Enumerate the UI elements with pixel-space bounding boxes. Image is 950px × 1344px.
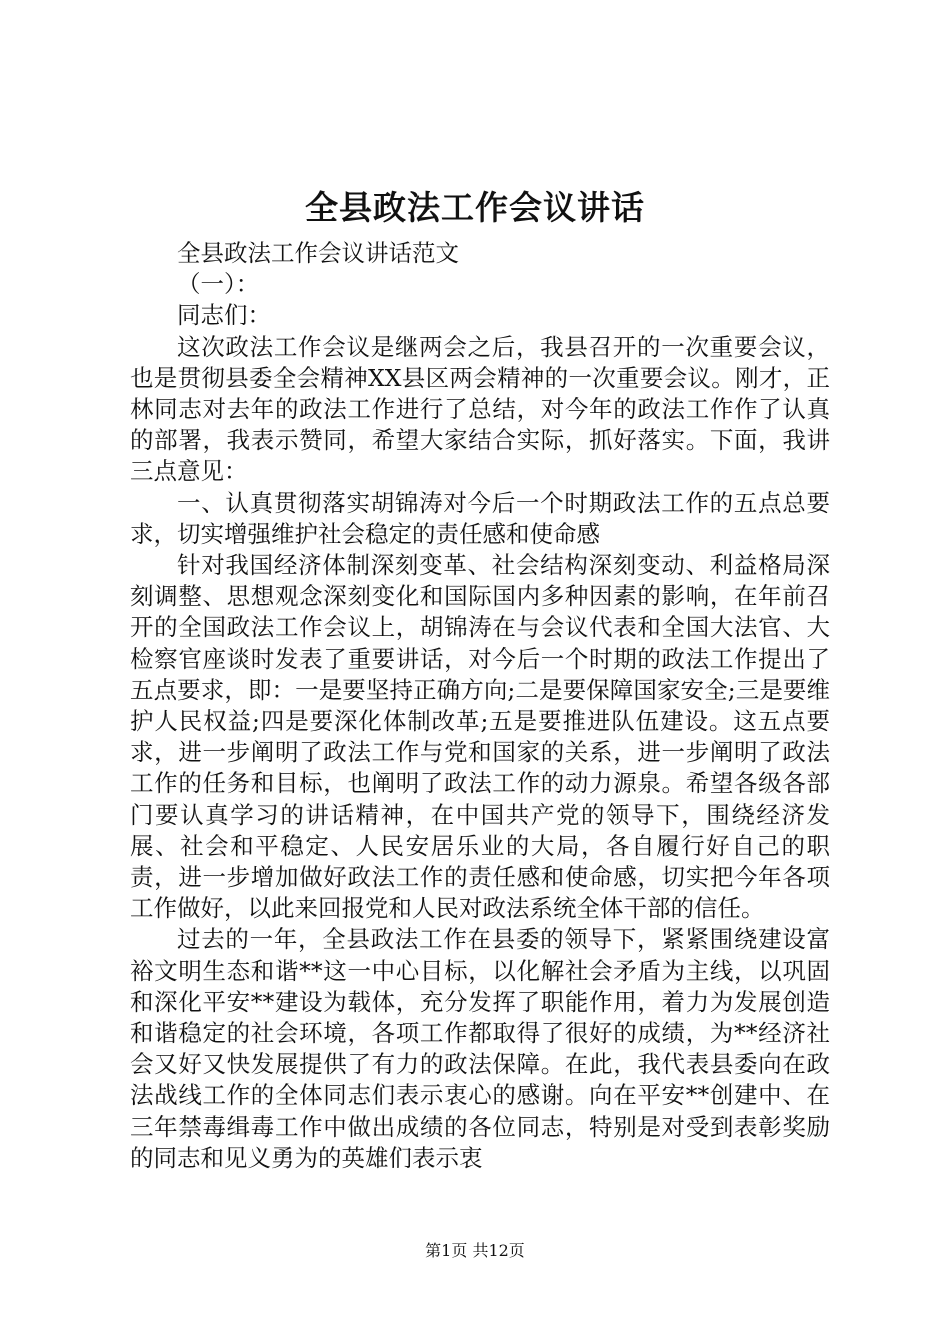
- heading-paragraph: 一、认真贯彻落实胡锦涛对今后一个时期政法工作的五点总要求，切实增强维护社会稳定的责任感和使命感: [130, 488, 830, 548]
- document-body: [130, 238, 830, 1174]
- section-marker-paragraph: （一）：: [177, 270, 260, 299]
- body-paragraph: 针对我国经济体制深刻变革、社会结构深刻变动、利益格局深刻调整、思想观念深刻变化和国际国内多种因素的影响，在年前召开的全国政法工作会议上，胡锦涛在与会议代表和全国大法官、大检察官座谈时发表了重要讲话，对今后一个时期的政法工作提出了五点要求，即：一是要坚持正确方向;二是要保障国家安全;三是要维护人民权益;四是要深化体制改革;五是要推进队伍建设。这五点要求，进一步阐明了政法工作与党和国家的关系，进一步阐明了政法工作的任务和目标，也阐明了政法工作的动力源泉。希望各级各部门要认真学习的讲话精神，在中国共产党的领导下，围绕经济发展、社会和平稳定、人民安居乐业的大局，各自履行好自己的职责，进一步增加做好政法工作的责任感和使命感，切实把今年各项工作做好，以此来回报党和人民对政法系统全体干部的信任。: [130, 551, 830, 923]
- page-footer: 第1页 共12页: [425, 1241, 525, 1260]
- salutation-paragraph: 同志们：: [177, 301, 271, 330]
- body-paragraph: 这次政法工作会议是继两会之后，我县召开的一次重要会议，也是贯彻县委全会精神XX县区两会精神的一次重要会议。刚才，正林同志对去年的政法工作进行了总结，对今年的政法工作作了认真的部署，我表示赞同，希望大家结合实际，抓好落实。下面，我讲三点意见：: [130, 332, 830, 486]
- subtitle-paragraph: 全县政法工作会议讲话范文: [177, 239, 459, 267]
- body-paragraph: 过去的一年，全县政法工作在县委的领导下，紧紧围绕建设富裕文明生态和谐**这一中心目标，以化解社会矛盾为主线，以巩固和深化平安**建设为载体，充分发挥了职能作用，着力为发展创造和谐稳定的社会环境，各项工作都取得了很好的成绩，为**经济社会又好又快发展提供了有力的政法保障。在此，我代表县委向在政法战线工作的全体同志们表示衷心的感谢。向在平安**创建中、在三年禁毒缉毒工作中做出成绩的各位同志，特别是对受到表彰奖励的同志和见义勇为的英雄们表示衷: [130, 925, 830, 1172]
- document-title: 全县政法工作会议讲话: [305, 188, 645, 227]
